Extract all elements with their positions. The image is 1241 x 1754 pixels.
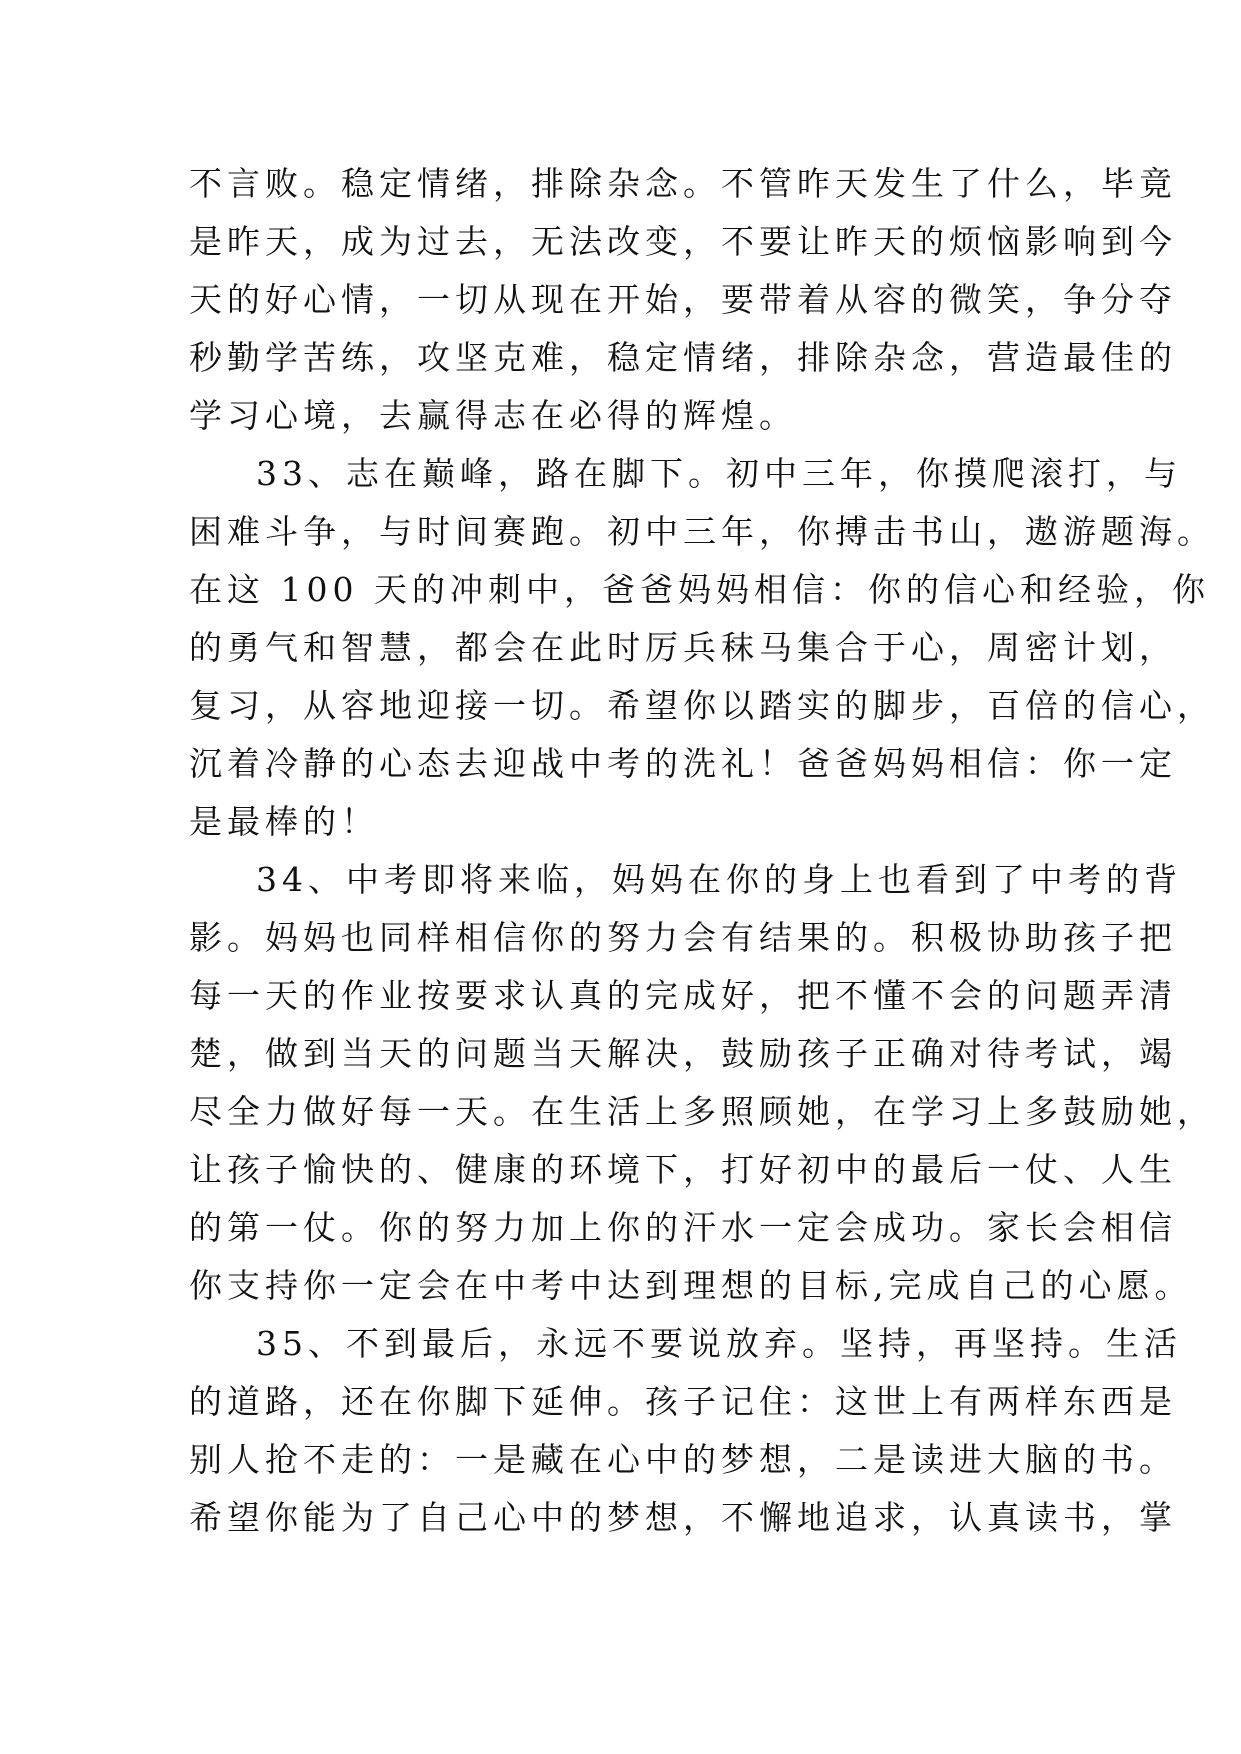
text-line: 你支持你一定会在中考中达到理想的目标,完成自己的心愿。 xyxy=(189,1266,1193,1305)
text-line: 沉着冷静的心态去迎战中考的洗礼！爸爸妈妈相信：你一定 xyxy=(189,744,1177,783)
text-line: 天的好心情，一切从现在开始，要带着从容的微笑，争分夺 xyxy=(189,280,1177,319)
text-line: 在这 100 天的冲刺中，爸爸妈妈相信：你的信心和经验，你 xyxy=(189,570,1210,609)
paragraph-34-start: 34、中考即将来临，妈妈在你的身上也看到了中考的背 xyxy=(256,860,1182,899)
text-line: 不言败。稳定情绪，排除杂念。不管昨天发生了什么，毕竟 xyxy=(189,164,1177,203)
text-line: 是最棒的！ xyxy=(189,802,379,841)
text-line: 学习心境，去赢得志在必得的辉煌。 xyxy=(189,396,797,435)
paragraph-35-start: 35、不到最后，永远不要说放弃。坚持，再坚持。生活 xyxy=(256,1324,1182,1363)
text-line: 复习，从容地迎接一切。希望你以踏实的脚步，百倍的信心， xyxy=(189,686,1215,725)
paragraph-33-start: 33、志在巅峰，路在脚下。初中三年，你摸爬滚打，与 xyxy=(256,454,1182,493)
text-line: 让孩子愉快的、健康的环境下，打好初中的最后一仗、人生 xyxy=(189,1150,1177,1189)
text-line: 尽全力做好每一天。在生活上多照顾她，在学习上多鼓励她， xyxy=(189,1092,1215,1131)
text-line: 是昨天，成为过去，无法改变，不要让昨天的烦恼影响到今 xyxy=(189,222,1177,261)
text-line: 希望你能为了自己心中的梦想，不懈地追求，认真读书，掌 xyxy=(189,1498,1177,1537)
text-line: 困难斗争，与时间赛跑。初中三年，你搏击书山，遨游题海。 xyxy=(189,512,1215,551)
text-line: 秒勤学苦练，攻坚克难，稳定情绪，排除杂念，营造最佳的 xyxy=(189,338,1177,377)
body-text xyxy=(189,155,1215,1547)
text-line: 每一天的作业按要求认真的完成好，把不懂不会的问题弄清 xyxy=(189,976,1177,1015)
text-line: 的道路，还在你脚下延伸。孩子记住：这世上有两样东西是 xyxy=(189,1382,1177,1421)
text-line: 的第一仗。你的努力加上你的汗水一定会成功。家长会相信 xyxy=(189,1208,1177,1247)
text-line: 别人抢不走的：一是藏在心中的梦想，二是读进大脑的书。 xyxy=(189,1440,1177,1479)
text-line: 影。妈妈也同样相信你的努力会有结果的。积极协助孩子把 xyxy=(189,918,1177,957)
text-line: 的勇气和智慧，都会在此时厉兵秣马集合于心，周密计划， xyxy=(189,628,1177,667)
text-line: 楚，做到当天的问题当天解决，鼓励孩子正确对待考试，竭 xyxy=(189,1034,1177,1073)
